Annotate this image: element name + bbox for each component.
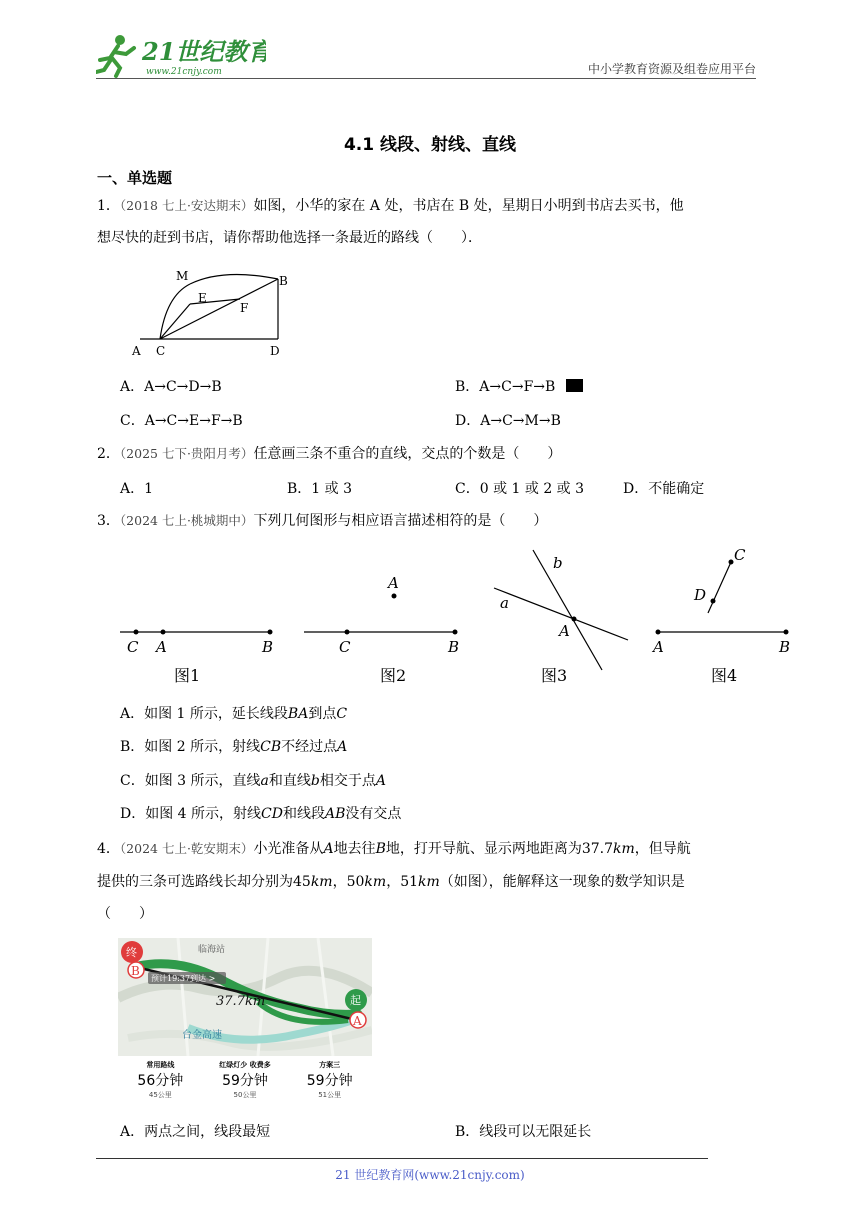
q1-fig-label-B: B bbox=[279, 274, 288, 288]
q4-line1: 4．（2024 七上·乾安期末）小光准备从A地去往B地，打开导航、显示两地距离为37.7km，但导航 bbox=[97, 841, 691, 857]
fig2-label-B: B bbox=[448, 638, 460, 656]
q4-map-image bbox=[118, 938, 372, 1108]
q1-option-b[interactable] bbox=[455, 376, 583, 396]
q1-fig-label-A: A bbox=[132, 344, 141, 358]
fig1-label-B: B bbox=[262, 638, 274, 656]
q3-option-c[interactable]: C．如图 3 所示，直线a和直线b相交于点A bbox=[120, 773, 386, 789]
q4-option-a[interactable]: A．两点之间，线段最短 bbox=[120, 1124, 271, 1140]
header-divider bbox=[96, 78, 756, 79]
footer-link[interactable]: 21 世纪教育网(www.21cnjy.com) bbox=[335, 1168, 525, 1182]
route-option-2: 红绿灯少 收费多 59分钟 50公里 bbox=[219, 1061, 271, 1099]
q1-line2: 想尽快的赶到书店，请你帮助他选择一条最近的路线（ ）． bbox=[97, 230, 482, 246]
q1-option-c[interactable]: C．A→C→E→F→B bbox=[120, 413, 243, 429]
map-route-tag: 预计19:37到达 > bbox=[151, 974, 216, 983]
logo-url: www.21cnjy.com bbox=[146, 67, 222, 77]
q2-option-c[interactable]: C．0 或 1 或 2 或 3 bbox=[455, 481, 585, 497]
fig4-label-C: C bbox=[734, 546, 746, 564]
q1-option-a[interactable]: A．A→C→D→B bbox=[120, 379, 222, 395]
section-heading: 一、单选题 bbox=[97, 169, 173, 187]
q2-text: 任意画三条不重合的直线，交点的个数是（ ） bbox=[253, 446, 562, 462]
q1-line1 bbox=[97, 196, 684, 216]
q1-text: 如图，小华的家在 A 处，书店在 B 处，星期日小明到书店去买书，他 bbox=[253, 198, 684, 214]
q3-source: （2024 七上·桃城期中） bbox=[119, 513, 254, 528]
q1-source: （2018 七上·安达期末） bbox=[119, 198, 254, 213]
fig4-label-B: B bbox=[779, 638, 791, 656]
fig3-caption: 图3 bbox=[541, 666, 568, 685]
q4-option-b[interactable]: B．线段可以无限延长 bbox=[455, 1124, 592, 1140]
q1-fig-label-C: C bbox=[156, 344, 166, 358]
footer-divider bbox=[96, 1158, 708, 1159]
q2-source: （2025 七下·贵阳月考） bbox=[119, 446, 254, 461]
map-label-A: A bbox=[353, 1014, 362, 1028]
fig1-label-A: A bbox=[156, 638, 167, 656]
q1-number: 1． bbox=[97, 198, 120, 214]
q1-option-b-text: B．A→C→F→B bbox=[455, 379, 556, 395]
route-option-1: 常用路线 56分钟 45公里 bbox=[137, 1061, 184, 1099]
fig4-caption: 图4 bbox=[711, 666, 738, 685]
map-label-B: B bbox=[131, 964, 140, 978]
q2-number: 2． bbox=[97, 446, 120, 462]
site-logo bbox=[96, 30, 266, 80]
q1-fig-label-F: F bbox=[240, 301, 249, 315]
q3-option-b[interactable]: B．如图 2 所示，射线CB不经过点A bbox=[120, 739, 348, 755]
q1-fig-label-M: M bbox=[176, 269, 189, 283]
q3-option-d[interactable]: D．如图 4 所示，射线CD和线段AB没有交点 bbox=[120, 806, 402, 822]
q1-fig-label-E: E bbox=[198, 291, 207, 305]
header-platform-text: 中小学教育资源及组卷应用平台 bbox=[587, 62, 756, 76]
q2-line bbox=[97, 444, 561, 464]
q3-text: 下列几何图形与相应语言描述相符的是（ ） bbox=[253, 513, 548, 529]
fig1-caption: 图1 bbox=[174, 666, 201, 685]
fig3-label-a: a bbox=[500, 594, 509, 612]
q3-number: 3． bbox=[97, 513, 120, 529]
q2-option-d[interactable]: D．不能确定 bbox=[623, 481, 705, 497]
svg-text:终: 终 bbox=[126, 946, 137, 959]
map-highway-label: 台金高速 bbox=[182, 1030, 222, 1041]
q3-line bbox=[97, 511, 547, 531]
q1-fig-label-D: D bbox=[270, 344, 280, 358]
fig3-label-A: A bbox=[559, 622, 570, 640]
fig1-label-C: C bbox=[127, 638, 139, 656]
q2-option-a[interactable]: A．1 bbox=[120, 481, 154, 497]
runner-icon bbox=[96, 35, 134, 76]
map-distance-label: 37.7km bbox=[216, 994, 266, 1009]
q2-option-b[interactable]: B．1 或 3 bbox=[287, 481, 353, 497]
logo-text: 21世纪教育 bbox=[142, 37, 266, 66]
fig4-label-D: D bbox=[694, 586, 707, 604]
redaction-block bbox=[566, 379, 583, 392]
fig3-label-b: b bbox=[553, 554, 563, 572]
q4-line3: （ ） bbox=[97, 906, 153, 922]
fig2-caption: 图2 bbox=[380, 666, 407, 685]
route-option-3: 方案三 59分钟 51公里 bbox=[306, 1061, 353, 1099]
q4-line2: 提供的三条可选路线长却分别为45km，50km，51km（如图），能解释这一现象的数学知识是 bbox=[97, 874, 685, 890]
fig2-label-C: C bbox=[339, 638, 351, 656]
svg-text:起: 起 bbox=[350, 994, 361, 1007]
fig4-label-A: A bbox=[653, 638, 664, 656]
q1-figure bbox=[128, 266, 298, 358]
q1-option-d[interactable]: D．A→C→M→B bbox=[455, 413, 561, 429]
fig2-label-A: A bbox=[388, 574, 399, 592]
map-station-label: 临海站 bbox=[198, 945, 226, 955]
q3-figures bbox=[110, 540, 800, 690]
q3-option-a[interactable]: A．如图 1 所示，延长线段BA到点C bbox=[120, 706, 348, 722]
page-title: 4.1 线段、射线、直线 bbox=[343, 135, 517, 155]
